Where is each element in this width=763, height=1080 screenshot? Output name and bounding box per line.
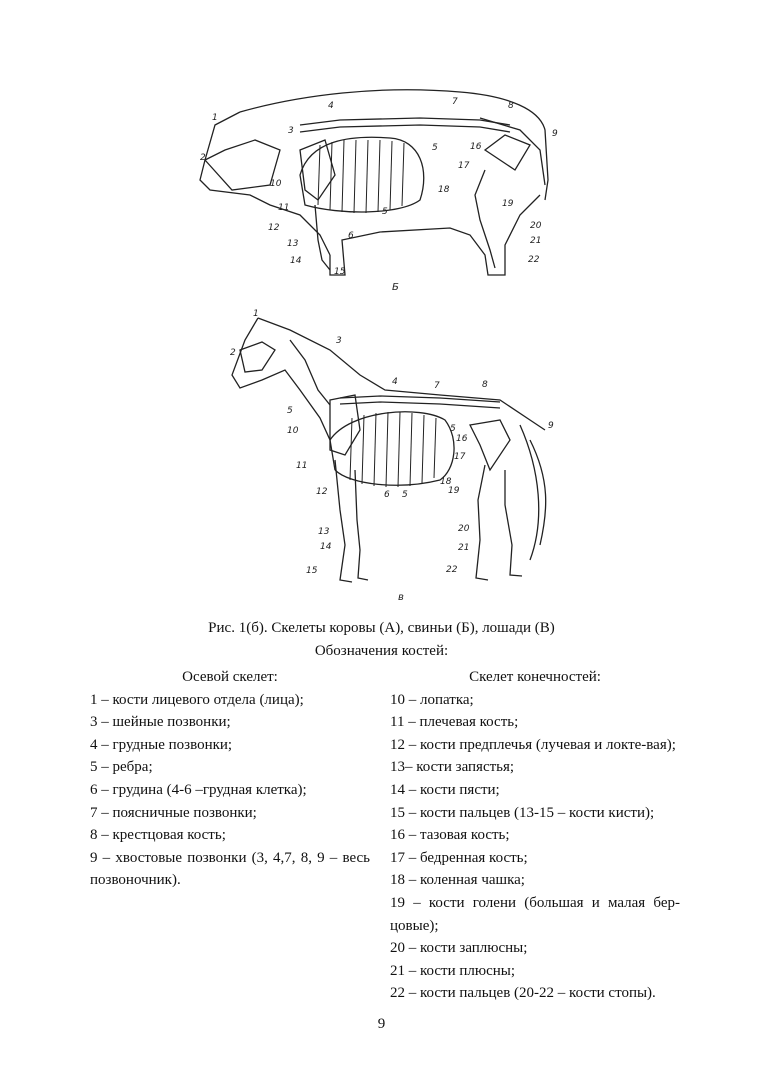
figure-label: 1 [212,113,218,123]
list-item: 20 – кости заплюсны; [390,940,528,957]
list-item: 1 – кости лицевого отдела (лица); [90,691,304,708]
figure-label: 2 [200,153,206,163]
figure-label: 3 [288,126,294,136]
figure-label: 15 [306,566,318,576]
list-item: 16 – тазовая кость; [390,827,510,844]
list-item: 9 – хвостовые позвонки (3, 4,7, 8, 9 – весь позвоночник). [90,849,370,889]
list-item: 22 – кости пальцев (20-22 – кости стопы). [390,985,656,1002]
list-item: 6 – грудина (4-6 –грудная клетка); [90,781,307,798]
figure-label: 12 [268,223,280,233]
list-item: 3 – шейные позвонки; [90,714,231,731]
pig-skeleton-drawing [200,90,548,275]
figure-label: 7 [434,381,440,391]
axial-skeleton-list [90,666,370,892]
figure-label: 2 [230,348,236,358]
legend-title: Обозначения костей: [314,643,449,659]
figure-label: 11 [278,203,290,213]
horse-skeleton-drawing [232,318,546,582]
figure-label: 19 [448,486,460,496]
figure-label: 17 [458,161,470,171]
figure-label: 1 [253,309,259,319]
figure-label: 21 [530,236,542,246]
figure-label: 5 [382,207,388,217]
figure-label: 20 [530,221,542,231]
figure-label: 20 [458,524,470,534]
figure-label: 9 [548,421,554,431]
figure-label: 16 [456,434,468,444]
figure-label: 13 [287,239,299,249]
figure-label: 10 [287,426,299,436]
figure-caption: Рис. 1(б). Скелеты коровы (А), свиньи (Б), лошади (В) [208,620,555,636]
figure-label: 15 [334,267,346,277]
figure-label: 22 [446,565,458,575]
figure-label: 13 [318,527,330,537]
figure-label: 21 [458,543,470,553]
list-item: 11 – плечевая кость; [390,714,519,731]
figure-label: 5 [287,406,293,416]
figure-label: 19 [502,199,514,209]
figure-label: 18 [438,185,450,195]
figure-label: 6 [384,490,390,500]
list-item: 15 – кости пальцев (13-15 – кости кисти); [390,804,655,821]
list-item: 10 – лопатка; [390,691,474,708]
panel-b-letter: Б [392,282,399,293]
figure-label: 14 [290,256,302,266]
list-item: 13– кости запястья; [390,759,515,776]
figure-label: 4 [328,101,334,111]
list-item: 8 – крестцовая кость; [90,827,226,844]
list-item: 4 – грудные позвонки; [90,736,233,753]
figure-label: 5 [432,143,438,153]
figure-label: 8 [508,101,514,111]
figure-label: 16 [470,142,482,152]
figure-label: 22 [528,255,540,265]
figure-label: 4 [392,377,398,387]
figure-label: 18 [440,477,452,487]
panel-c-letter: в [398,592,404,603]
figure-label: 8 [482,380,488,390]
list-item: 14 – кости пясти; [390,781,500,798]
page-number: 9 [377,1016,386,1032]
figure-label: 3 [336,336,342,346]
limbs-skeleton-list [390,666,680,1005]
figure-label: 9 [552,129,558,139]
list-item: 7 – поясничные позвонки; [90,804,257,821]
figure-label: 17 [454,452,466,462]
figure-label: 7 [452,97,458,107]
figure-label: 5 [450,424,456,434]
figure-label: 12 [316,487,328,497]
axial-header: Осевой скелет: [182,669,278,685]
figure-label: 11 [296,461,308,471]
list-item: 19 – кости голени (большая и малая бер-цовые); [390,894,680,934]
list-item: 21 – кости плюсны; [390,962,516,979]
list-item: 12 – кости предплечья (лучевая и локте-вая); [390,736,676,753]
list-item: 17 – бедренная кость; [390,849,528,866]
list-item: 18 – коленная чашка; [390,872,525,889]
limbs-header: Скелет конечностей: [469,669,601,685]
figure-label: 10 [270,179,282,189]
figure-label: 6 [348,231,354,241]
figure-label: 5 [402,490,408,500]
figure-label: 14 [320,542,332,552]
list-item: 5 – ребра; [90,759,153,776]
